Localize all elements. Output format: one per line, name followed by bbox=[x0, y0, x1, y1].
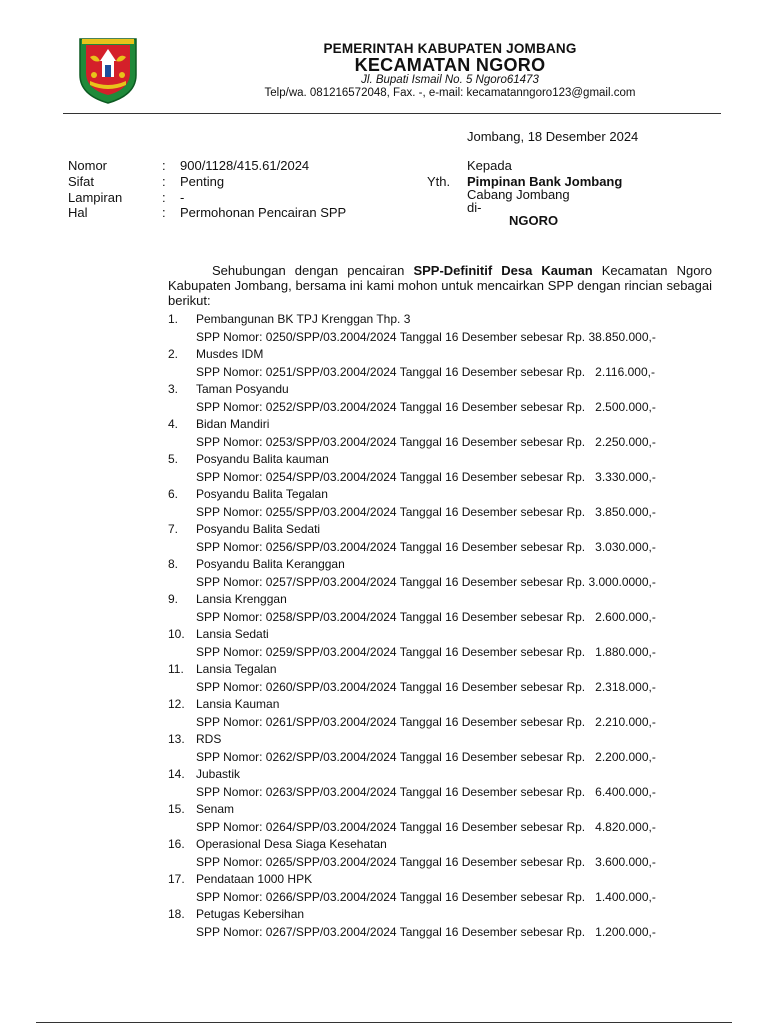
item-number: 15. bbox=[168, 802, 185, 816]
meta-value-sifat: Penting bbox=[180, 174, 225, 189]
item-title: Musdes IDM bbox=[196, 347, 264, 361]
header-contact: Telp/wa. 081216572048, Fax. -, e-mail: kecamatanngoro123@gmail.com bbox=[264, 87, 636, 99]
meta-label-lampiran: Lampiran bbox=[68, 190, 123, 205]
item-detail: SPP Nomor: 0264/SPP/03.2004/2024 Tanggal 16 Desember sebesar Rp. 4.820.000,- bbox=[196, 820, 656, 834]
item-number: 2. bbox=[168, 347, 179, 361]
item-detail: SPP Nomor: 0255/SPP/03.2004/2024 Tanggal 16 Desember sebesar Rp. 3.850.000,- bbox=[196, 505, 656, 519]
item-title: Posyandu Balita kauman bbox=[196, 452, 329, 466]
meta-label-sifat: Sifat bbox=[68, 174, 95, 189]
meta-colon: : bbox=[162, 174, 166, 189]
header-government-name: PEMERINTAH KABUPATEN JOMBANG bbox=[323, 41, 577, 56]
item-number: 12. bbox=[168, 697, 185, 711]
item-detail: SPP Nomor: 0266/SPP/03.2004/2024 Tanggal 16 Desember sebesar Rp. 1.400.000,- bbox=[196, 890, 656, 904]
list-item bbox=[168, 382, 728, 417]
item-detail: SPP Nomor: 0256/SPP/03.2004/2024 Tanggal 16 Desember sebesar Rp. 3.030.000,- bbox=[196, 540, 656, 554]
list-item bbox=[168, 592, 728, 627]
item-number: 11. bbox=[168, 662, 184, 676]
list-item bbox=[168, 872, 728, 907]
recipient-kepada: Kepada bbox=[467, 158, 512, 173]
recipient-name: Pimpinan Bank Jombang bbox=[467, 174, 623, 189]
list-item bbox=[168, 907, 728, 942]
item-detail: SPP Nomor: 0252/SPP/03.2004/2024 Tanggal 16 Desember sebesar Rp. 2.500.000,- bbox=[196, 400, 656, 414]
meta-colon: : bbox=[162, 158, 166, 173]
item-number: 7. bbox=[168, 522, 179, 536]
list-item bbox=[168, 732, 728, 767]
list-item bbox=[168, 627, 728, 662]
item-title: Lansia Tegalan bbox=[196, 662, 277, 676]
item-title: Lansia Krenggan bbox=[196, 592, 287, 606]
item-title: Bidan Mandiri bbox=[196, 417, 270, 431]
item-number: 18. bbox=[168, 907, 185, 921]
item-title: Operasional Desa Siaga Kesehatan bbox=[196, 837, 387, 851]
item-detail: SPP Nomor: 0258/SPP/03.2004/2024 Tanggal 16 Desember sebesar Rp. 2.600.000,- bbox=[196, 610, 656, 624]
meta-colon: : bbox=[162, 190, 166, 205]
item-detail: SPP Nomor: 0262/SPP/03.2004/2024 Tanggal 16 Desember sebesar Rp. 2.200.000,- bbox=[196, 750, 656, 764]
item-detail: SPP Nomor: 0261/SPP/03.2004/2024 Tanggal 16 Desember sebesar Rp. 2.210.000,- bbox=[196, 715, 656, 729]
meta-value-nomor: 900/1128/415.61/2024 bbox=[180, 158, 310, 173]
list-item bbox=[168, 452, 728, 487]
list-item bbox=[168, 767, 728, 802]
item-number: 9. bbox=[168, 592, 179, 606]
intro-text-2: Kecamatan Ngoro Kabupaten Jombang, bersama ini kami mohon untuk mencairkan SPP dengan rincian sebagai berikut: bbox=[168, 263, 712, 308]
meta-value-lampiran: - bbox=[180, 190, 185, 205]
item-number: 1. bbox=[168, 312, 179, 326]
item-title: Senam bbox=[196, 802, 235, 816]
intro-text-bold: SPP-Definitif Desa Kauman bbox=[413, 263, 593, 278]
item-number: 3. bbox=[168, 382, 179, 396]
list-item bbox=[168, 697, 728, 732]
item-number: 6. bbox=[168, 487, 179, 501]
item-number: 4. bbox=[168, 417, 179, 431]
item-number: 13. bbox=[168, 732, 185, 746]
item-detail: SPP Nomor: 0251/SPP/03.2004/2024 Tanggal 16 Desember sebesar Rp. 2.116.000,- bbox=[196, 365, 655, 379]
recipient-place: NGORO bbox=[509, 213, 559, 228]
list-item bbox=[168, 802, 728, 837]
item-detail: SPP Nomor: 0257/SPP/03.2004/2024 Tanggal 16 Desember sebesar Rp. 3.000.0000,- bbox=[196, 575, 656, 589]
list-item bbox=[168, 487, 728, 522]
item-title: Posyandu Balita Keranggan bbox=[196, 557, 345, 571]
intro-text-1: Sehubungan dengan pencairan bbox=[212, 263, 414, 278]
item-number: 5. bbox=[168, 452, 179, 466]
list-item bbox=[168, 417, 728, 452]
item-title: Posyandu Balita Sedati bbox=[196, 522, 321, 536]
list-item bbox=[168, 662, 728, 697]
item-detail: SPP Nomor: 0250/SPP/03.2004/2024 Tanggal 16 Desember sebesar Rp. 38.850.000,- bbox=[196, 330, 656, 344]
letter-date: Jombang, 18 Desember 2024 bbox=[467, 129, 639, 144]
item-number: 8. bbox=[168, 557, 179, 571]
intro-paragraph bbox=[168, 263, 712, 308]
list-item bbox=[168, 837, 728, 872]
item-number: 10. bbox=[168, 627, 185, 641]
item-title: Posyandu Balita Tegalan bbox=[196, 487, 328, 501]
item-title: Pendataan 1000 HPK bbox=[196, 872, 313, 886]
list-item bbox=[168, 312, 728, 347]
recipient-branch: Cabang Jombang bbox=[467, 187, 570, 202]
item-detail: SPP Nomor: 0265/SPP/03.2004/2024 Tanggal 16 Desember sebesar Rp. 3.600.000,- bbox=[196, 855, 656, 869]
item-title: Petugas Kebersihan bbox=[196, 907, 305, 921]
item-number: 17. bbox=[168, 872, 185, 886]
item-title: Lansia Kauman bbox=[196, 697, 280, 711]
kabupaten-emblem-logo bbox=[76, 35, 140, 105]
list-item bbox=[168, 557, 728, 592]
header-address: Jl. Bupati Ismail No. 5 Ngoro61473 bbox=[361, 74, 539, 86]
header-divider bbox=[63, 113, 721, 114]
item-title: Lansia Sedati bbox=[196, 627, 269, 641]
item-title: RDS bbox=[196, 732, 222, 746]
item-detail: SPP Nomor: 0253/SPP/03.2004/2024 Tanggal 16 Desember sebesar Rp. 2.250.000,- bbox=[196, 435, 656, 449]
list-item bbox=[168, 522, 728, 557]
item-detail: SPP Nomor: 0267/SPP/03.2004/2024 Tanggal 16 Desember sebesar Rp. 1.200.000,- bbox=[196, 925, 656, 939]
item-detail: SPP Nomor: 0263/SPP/03.2004/2024 Tanggal 16 Desember sebesar Rp. 6.400.000,- bbox=[196, 785, 656, 799]
header-office-name: KECAMATAN NGORO bbox=[354, 55, 546, 75]
recipient-di: di- bbox=[467, 200, 482, 215]
spp-item-list bbox=[168, 312, 728, 942]
item-number: 14. bbox=[168, 767, 185, 781]
item-title: Taman Posyandu bbox=[196, 382, 289, 396]
meta-label-nomor: Nomor bbox=[68, 158, 108, 173]
footer-divider bbox=[36, 1022, 732, 1023]
meta-label-hal: Hal bbox=[68, 205, 88, 220]
meta-colon: : bbox=[162, 205, 166, 220]
item-detail: SPP Nomor: 0260/SPP/03.2004/2024 Tanggal 16 Desember sebesar Rp. 2.318.000,- bbox=[196, 680, 656, 694]
meta-value-hal: Permohonan Pencairan SPP bbox=[180, 205, 347, 220]
item-detail: SPP Nomor: 0254/SPP/03.2004/2024 Tanggal 16 Desember sebesar Rp. 3.330.000,- bbox=[196, 470, 656, 484]
item-number: 16. bbox=[168, 837, 185, 851]
item-detail: SPP Nomor: 0259/SPP/03.2004/2024 Tanggal 16 Desember sebesar Rp. 1.880.000,- bbox=[196, 645, 656, 659]
item-title: Jubastik bbox=[196, 767, 241, 781]
recipient-yth: Yth. bbox=[427, 174, 451, 189]
list-item bbox=[168, 347, 728, 382]
item-title: Pembangunan BK TPJ Krenggan Thp. 3 bbox=[196, 312, 411, 326]
